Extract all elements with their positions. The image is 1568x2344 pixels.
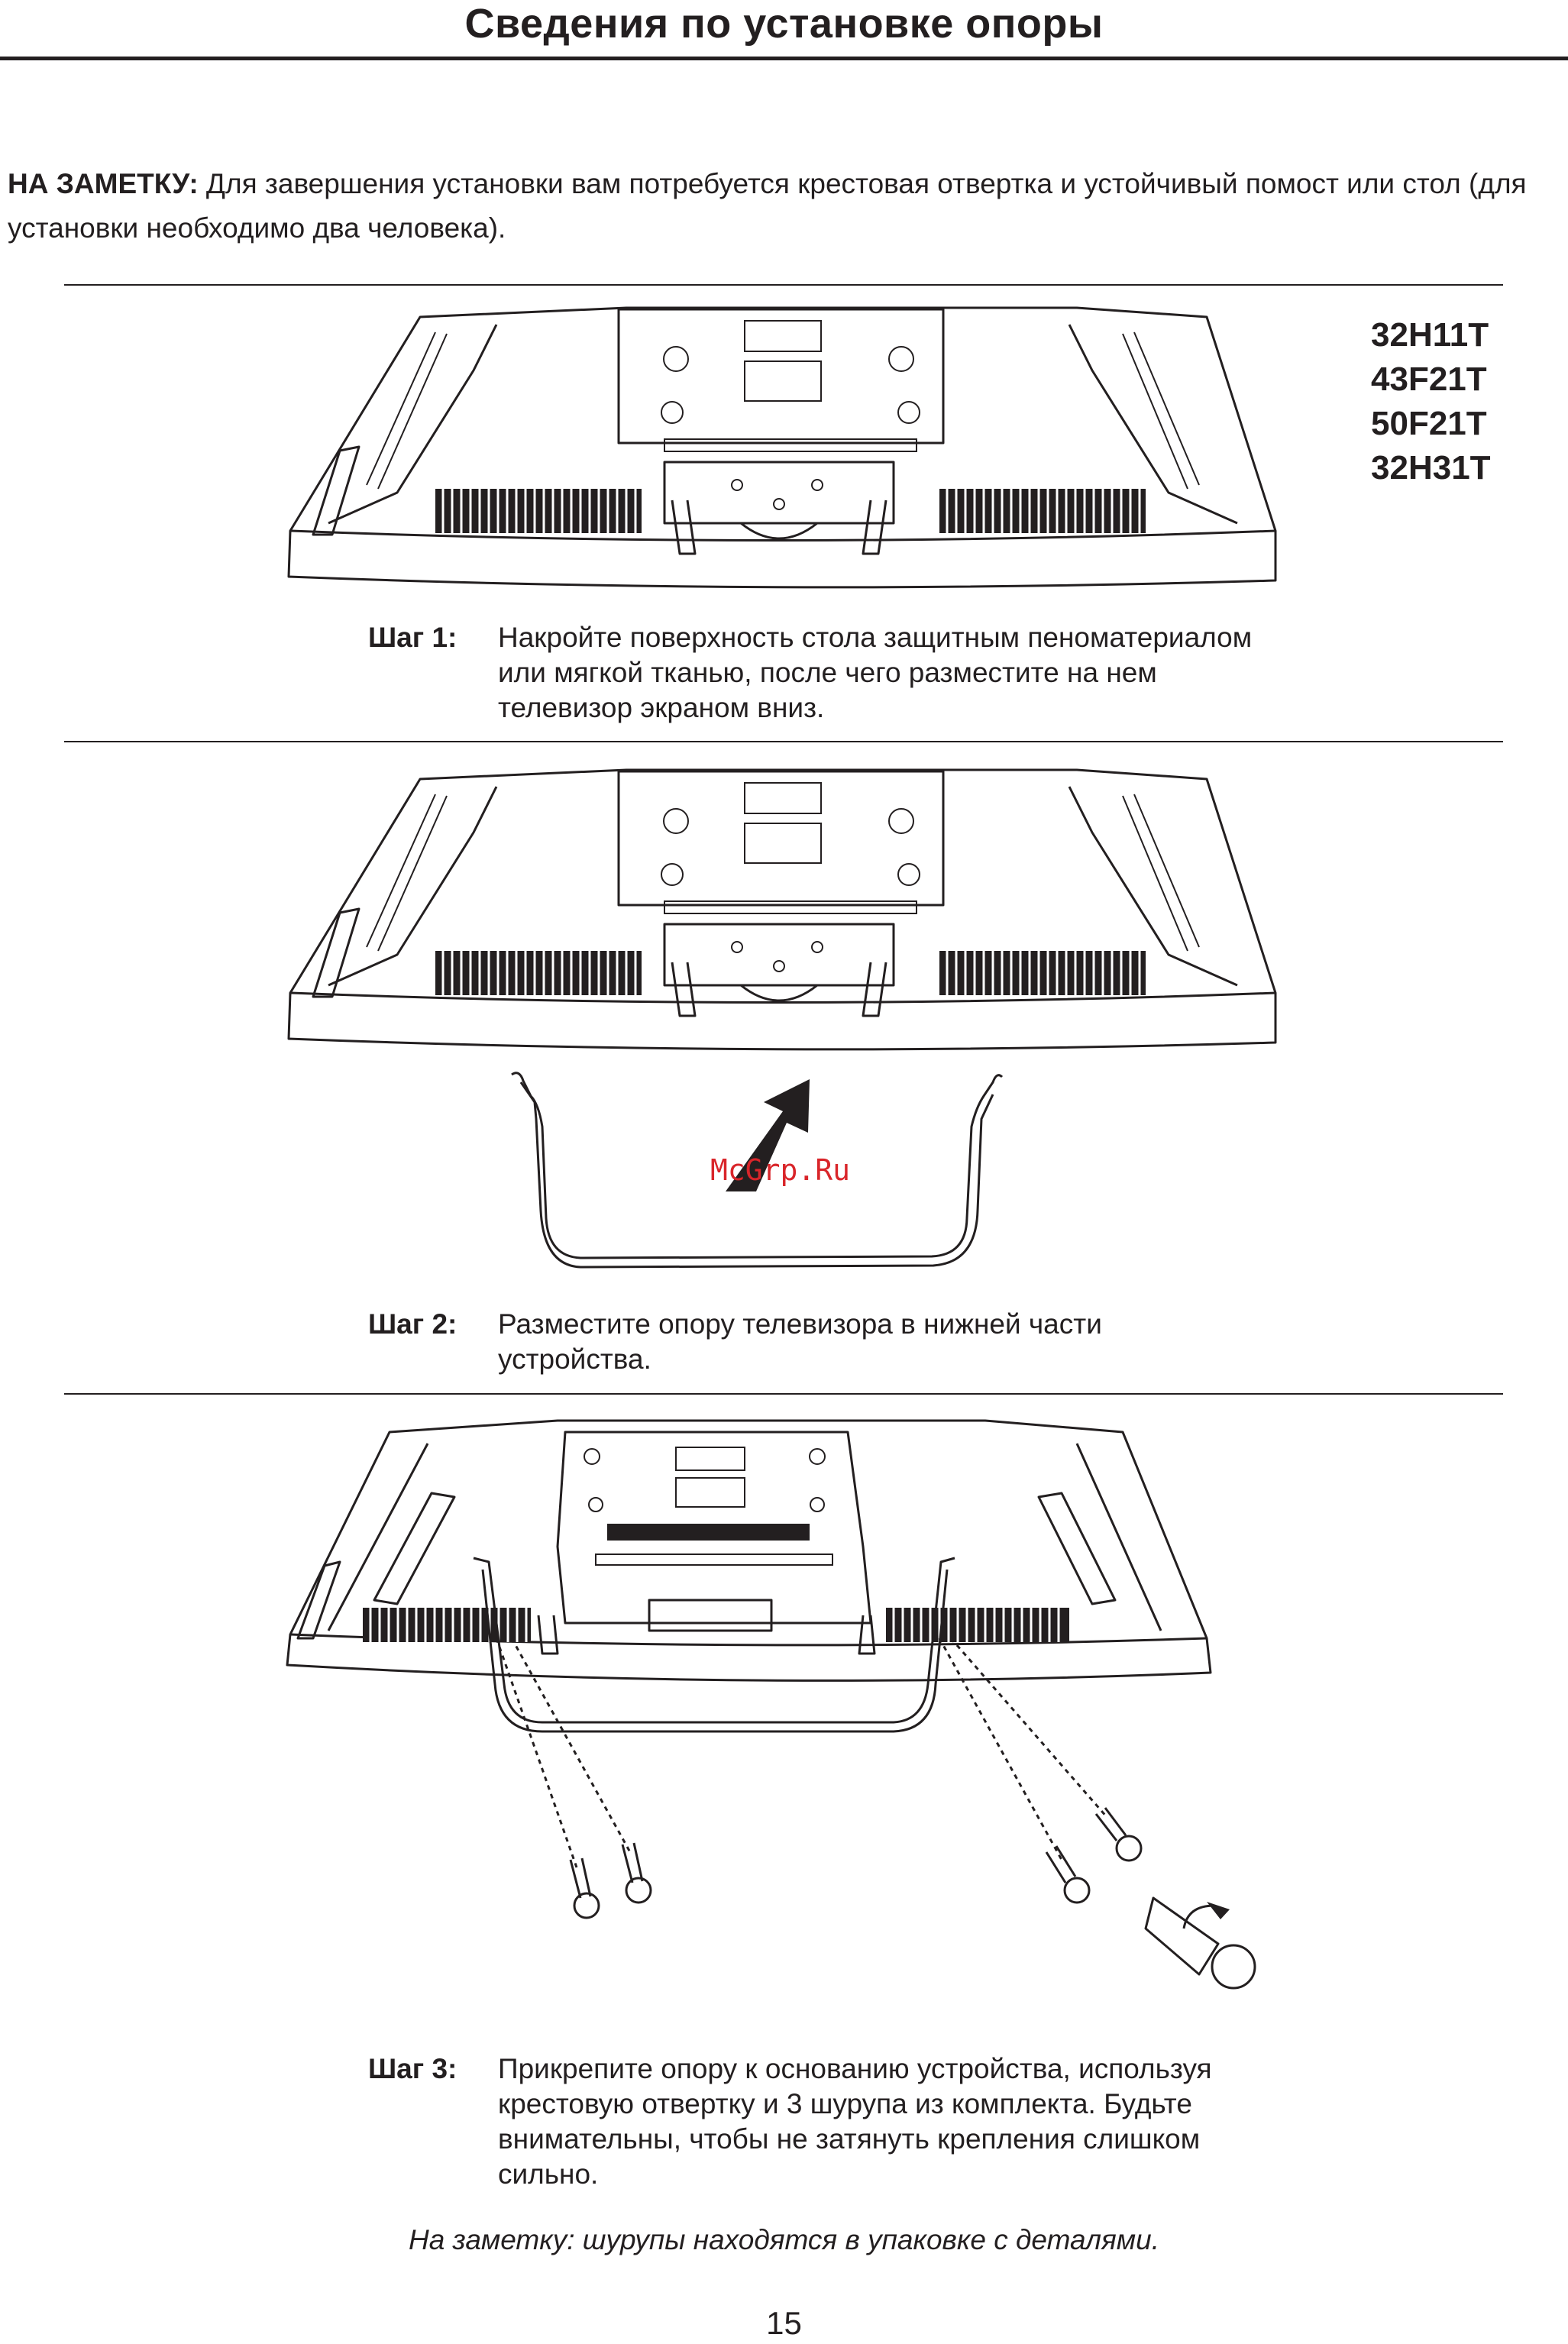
section-divider-1 xyxy=(64,284,1503,286)
step-text: Накройте поверхность стола защитным пеноматериалом или мягкой тканью, после чего разместите на нем телевизор экраном вниз. xyxy=(498,622,1253,723)
model-name: 43F21T xyxy=(1371,360,1487,398)
footnote: На заметку: шурупы находятся в упаковке с деталями. xyxy=(408,2224,1160,2255)
step-text: Прикрепите опору к основанию устройства, используя крестовую отвертку и 3 шурупа из комплекта. Будьте внимательны, чтобы не затянуть крепления слишком сильно. xyxy=(498,2053,1212,2190)
section-divider-3 xyxy=(64,1393,1503,1395)
step-label: Шаг 1: xyxy=(368,622,457,653)
step-label: Шаг 2: xyxy=(368,1308,457,1340)
note-paragraph xyxy=(8,162,1558,251)
model-name: 50F21T xyxy=(1371,405,1487,442)
tv-back-illustration-2 xyxy=(283,764,1291,1054)
title-divider xyxy=(0,57,1568,60)
step-label: Шаг 3: xyxy=(368,2053,457,2084)
note-label: НА ЗАМЕТКУ: xyxy=(8,168,199,199)
step-text: Разместите опору телевизора в нижней части устройства. xyxy=(498,1308,1102,1375)
note-text: Для завершения установки вам потребуется крестовая отвертка и устойчивый помост или стол (для установки необходимо два человека). xyxy=(8,168,1527,244)
model-name: 32H31T xyxy=(1371,449,1491,487)
page-number: 15 xyxy=(766,2305,802,2341)
watermark: McGrp.Ru xyxy=(710,1153,851,1187)
model-name: 32H11T xyxy=(1371,316,1489,354)
section-divider-2 xyxy=(64,741,1503,742)
tv-back-illustration-1 xyxy=(283,302,1291,592)
tv-stand-attach-illustration xyxy=(283,1409,1298,2020)
page-title: Сведения по установке опоры xyxy=(464,1,1104,47)
model-list xyxy=(1371,313,1491,490)
